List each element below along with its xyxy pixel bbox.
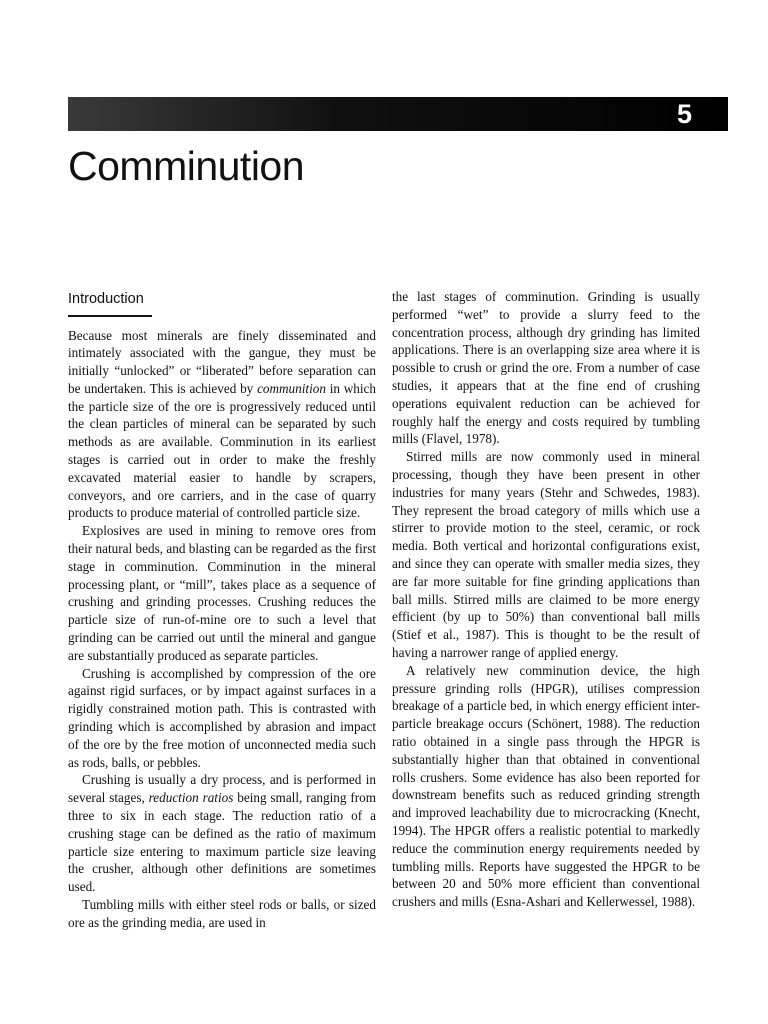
text-run: Stirred mills are now commonly used in mineral processing, though they have been present in other industries for many years (Stehr and Schwedes, 1983). They represent the broad category of mills which use a stirrer to provide motion to the steel, ceramic, or rock media. Both vertical and horizontal configurations exist, and since they can operate with smaller media sizes, they are far more suitable for fine grinding applications than ball mills. Stirred mills are claimed to be more energy efficient (by up to 50%) than conventional ball mills (Stief et al., 1987). This is thought to be the result of having a narrower range of applied energy. — [392, 449, 700, 660]
text-run: Explosives are used in mining to remove ores from their natural beds, and blasting can be regarded as the first stage in comminution. Comminution in the mineral processing plant, or “mill”, takes place as a sequence of crushing and grinding processes. Crushing reduces the particle size of run-of-mine ore to such a level that grinding can be carried out until the mineral and gangue are substantially produced as separate particles. — [68, 523, 376, 663]
left-column — [68, 286, 376, 932]
italic-term: reduction ratios — [148, 790, 234, 806]
paragraph — [392, 448, 700, 662]
paragraph — [68, 522, 376, 664]
text-run: Tumbling mills with either steel rods or balls, or sized ore as the grinding media, are used in — [68, 897, 376, 930]
heading-underline — [68, 315, 152, 317]
right-column — [392, 288, 700, 911]
section-heading: Introduction — [68, 291, 144, 307]
text-run: A relatively new comminution device, the high pressure grinding rolls (HPGR), utilises compression breakage of a particle bed, in which energy efficient inter-particle breakage occurs (Schönert, 1988). The reduction ratio obtained in a single pass through the HPGR is substantially higher than that obtained in conventional rolls crushers. Some evidence has also been reported for downstream benefits such as reduced grinding strength and improved leachability due to microcracking (Knecht, 1994). The HPGR offers a realistic potential to markedly reduce the comminution energy requirements needed by tumbling mills. Reports have suggested the HPGR to be between 20 and 50% more efficient than conventional crushers and mills (Esna-Ashari and Kellerwessel, 1988). — [392, 662, 700, 910]
chapter-header-bar — [68, 97, 728, 131]
text-run: Crushing is accomplished by compression of the ore against rigid surfaces, or by impact against surfaces in a rigidly constrained motion path. This is contrasted with grinding which is accomplished by abrasion and impact of the ore by the free motion of unconnected media such as rods, balls, or pebbles. — [68, 665, 376, 770]
paragraph — [392, 662, 700, 911]
paragraph — [68, 771, 376, 896]
italic-term: communition — [257, 380, 326, 396]
text-run: the last stages of comminution. Grinding is usually performed “wet” to provide a slurry feed to the concentration process, although dry grinding has limited applications. There is an overlapping size area where it is possible to crush or grind the ore. From a number of case studies, it appears that at the fine end of crushing operations equivalent reduction can be achieved for roughly half the energy and costs required by tumbling mills (Flavel, 1978). — [392, 289, 700, 447]
chapter-title: Comminution — [68, 143, 305, 189]
text-run: in which the particle size of the ore is progressively reduced until the clean particles of mineral can be separated by such methods as are available. Comminution in its earliest stages is carried out in order to make the freshly excavated material easier to handle by scrapers, conveyors, and ore carriers, and in the case of quarry products to produce material of controlled particle size. — [68, 380, 376, 521]
text-run: being small, ranging from three to six in each stage. The reduction ratio of a crushing stage can be defined as the ratio of maximum particle size entering to maximum particle size leaving the crusher, although other definitions are sometimes used. — [68, 790, 376, 895]
paragraph — [68, 665, 376, 772]
right-column-body — [392, 288, 700, 911]
paragraph — [392, 288, 700, 448]
chapter-number: 5 — [676, 99, 692, 129]
paragraph — [68, 327, 376, 523]
text-run: Crushing is usually a dry process, and is performed in several stages, — [68, 772, 376, 806]
left-column-body — [68, 327, 376, 932]
text-run: Because most minerals are finely disseminated and intimately associated with the gangue, they must be initially “unlocked” or “liberated” before separation can be undertaken. This is achieved by — [68, 327, 376, 396]
paragraph — [68, 896, 376, 932]
